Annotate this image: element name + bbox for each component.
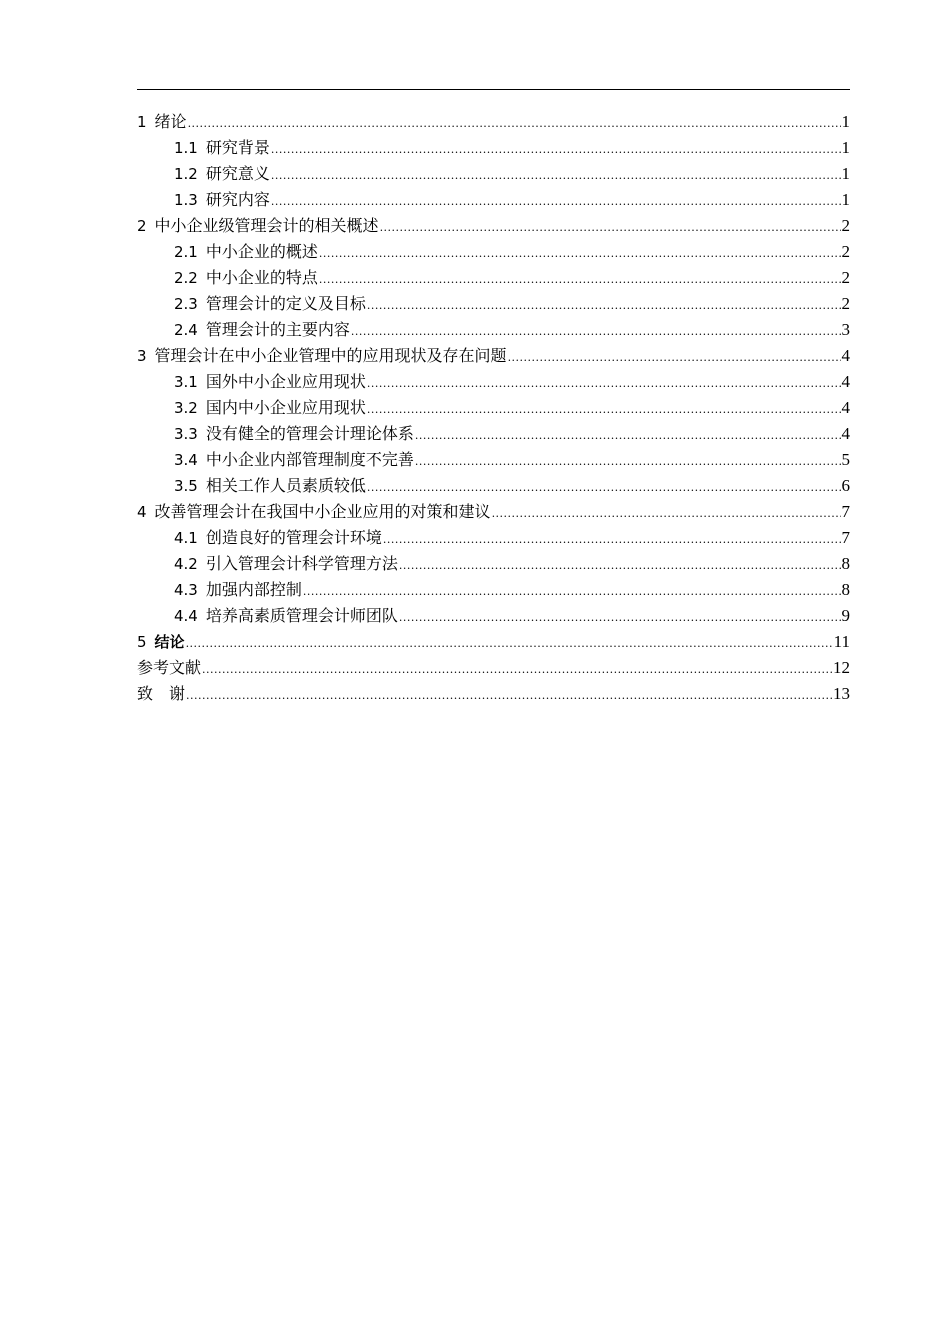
toc-entry-title <box>174 265 318 291</box>
toc-entry-number: 1.1 <box>174 139 198 157</box>
toc-entry-text: 致 谢 <box>137 684 186 703</box>
toc-entry[interactable] <box>137 551 850 577</box>
toc-entry-text: 加强内部控制 <box>205 580 302 599</box>
dot-leader <box>399 605 841 631</box>
dot-leader <box>380 215 841 241</box>
dot-leader <box>202 657 832 683</box>
toc-entry-number: 4.4 <box>174 607 198 625</box>
dot-leader <box>367 397 841 423</box>
dot-leader <box>367 371 841 397</box>
toc-entry-page: 8 <box>841 554 850 573</box>
toc-entry-number: 1.2 <box>174 165 198 183</box>
toc-entry[interactable] <box>137 447 850 473</box>
toc-entry-title <box>174 603 398 629</box>
toc-entry-page: 4 <box>841 424 850 443</box>
toc-entry-title <box>174 135 270 161</box>
toc-entry-text: 研究内容 <box>205 190 270 209</box>
toc-entry-text: 结论 <box>154 633 185 651</box>
toc-entry-text: 创造良好的管理会计环境 <box>205 528 382 547</box>
toc-entry[interactable] <box>137 291 850 317</box>
toc-entry-page: 5 <box>841 450 850 469</box>
toc-entry[interactable] <box>137 109 850 135</box>
toc-entry-title <box>137 109 187 135</box>
toc-entry[interactable] <box>137 239 850 265</box>
toc-entry-page: 1 <box>841 164 850 183</box>
dot-leader <box>415 423 841 449</box>
toc-entry-page: 1 <box>841 190 850 209</box>
toc-entry[interactable] <box>137 343 850 369</box>
toc-entry[interactable] <box>137 499 850 525</box>
toc-entry[interactable] <box>137 161 850 187</box>
toc-entry-title <box>174 577 302 603</box>
toc-entry-title <box>174 525 382 551</box>
toc-entry-title <box>137 655 201 681</box>
toc-entry-number: 3.5 <box>174 477 198 495</box>
toc-entry[interactable] <box>137 603 850 629</box>
toc-entry-text: 研究背景 <box>205 138 270 157</box>
dot-leader <box>351 319 841 345</box>
dot-leader <box>303 579 841 605</box>
toc-entry-page: 7 <box>841 502 850 521</box>
toc-entry-title <box>174 161 270 187</box>
toc-entry-title <box>174 291 366 317</box>
toc-entry-number: 4.1 <box>174 529 198 547</box>
dot-leader <box>508 345 841 371</box>
toc-entry-page: 13 <box>833 684 850 703</box>
dot-leader <box>271 189 841 215</box>
toc-entry-page: 1 <box>841 138 850 157</box>
toc-entry-text: 研究意义 <box>205 164 270 183</box>
toc-entry-text: 相关工作人员素质较低 <box>205 476 366 495</box>
toc-entry-text: 国外中小企业应用现状 <box>205 372 366 391</box>
toc-entry[interactable] <box>137 629 850 655</box>
toc-entry-text: 改善管理会计在我国中小企业应用的对策和建议 <box>154 502 491 521</box>
toc-entry-title <box>137 681 185 707</box>
toc-entry-text: 参考文献 <box>137 658 202 677</box>
toc-entry-number: 3.4 <box>174 451 198 469</box>
toc-entry-page: 4 <box>841 372 850 391</box>
dot-leader <box>319 267 841 293</box>
toc-entry-text: 绪论 <box>154 112 187 131</box>
toc-entry[interactable] <box>137 213 850 239</box>
toc-entry-page: 9 <box>841 606 850 625</box>
toc-entry-number: 3.1 <box>174 373 198 391</box>
toc-entry-text: 中小企业的概述 <box>205 242 318 261</box>
toc-entry-number: 2.2 <box>174 269 198 287</box>
toc-entry-title <box>137 499 491 525</box>
toc-entry-number: 3 <box>137 347 147 365</box>
toc-entry-title <box>137 343 507 369</box>
toc-entry-title <box>174 317 350 343</box>
dot-leader <box>271 163 841 189</box>
dot-leader <box>367 475 841 501</box>
toc-entry-page: 12 <box>833 658 850 677</box>
toc-entry-page: 4 <box>841 346 850 365</box>
dot-leader <box>319 241 841 267</box>
dot-leader <box>399 553 841 579</box>
dot-leader <box>383 527 841 553</box>
toc-entry[interactable] <box>137 265 850 291</box>
toc-entry-page: 2 <box>841 216 850 235</box>
toc-entry[interactable] <box>137 317 850 343</box>
toc-entry-text: 管理会计在中小企业管理中的应用现状及存在问题 <box>154 346 507 365</box>
toc-entry-title <box>137 629 185 655</box>
toc-entry-page: 6 <box>841 476 850 495</box>
toc-entry[interactable] <box>137 187 850 213</box>
toc-entry[interactable] <box>137 395 850 421</box>
toc-entry-number: 2 <box>137 217 147 235</box>
toc-entry-title <box>174 187 270 213</box>
toc-entry-text: 中小企业级管理会计的相关概述 <box>154 216 379 235</box>
toc-entry-page: 1 <box>841 112 850 131</box>
toc-entry-title <box>174 395 366 421</box>
toc-entry-title <box>174 239 318 265</box>
toc-entry[interactable] <box>137 655 850 681</box>
toc-entry-title <box>137 213 379 239</box>
toc-entry-page: 2 <box>841 242 850 261</box>
toc-entry-title <box>174 421 414 447</box>
toc-entry[interactable] <box>137 525 850 551</box>
toc-entry-number: 4.3 <box>174 581 198 599</box>
toc-entry-text: 管理会计的定义及目标 <box>205 294 366 313</box>
toc-entry-title <box>174 551 398 577</box>
toc-entry-page: 2 <box>841 294 850 313</box>
toc-entry-text: 国内中小企业应用现状 <box>205 398 366 417</box>
dot-leader <box>188 111 841 137</box>
toc-entry-page: 2 <box>841 268 850 287</box>
toc-entry[interactable] <box>137 421 850 447</box>
toc-entry-number: 1.3 <box>174 191 198 209</box>
header-rule <box>137 89 850 90</box>
toc-entry[interactable] <box>137 135 850 161</box>
dot-leader <box>271 137 841 163</box>
toc-entry-number: 4.2 <box>174 555 198 573</box>
toc-entry[interactable] <box>137 369 850 395</box>
dot-leader <box>367 293 841 319</box>
toc-entry-title <box>174 473 366 499</box>
dot-leader <box>186 683 832 709</box>
toc-entry-text: 引入管理会计科学管理方法 <box>205 554 398 573</box>
toc-entry-number: 2.3 <box>174 295 198 313</box>
toc-entry-page: 4 <box>841 398 850 417</box>
toc-entry-text: 中小企业内部管理制度不完善 <box>205 450 414 469</box>
toc-entry-number: 3.2 <box>174 399 198 417</box>
toc-entry-title <box>174 369 366 395</box>
toc-entry[interactable] <box>137 681 850 707</box>
toc-entry-page: 11 <box>833 632 850 651</box>
toc-entry-text: 没有健全的管理会计理论体系 <box>205 424 414 443</box>
toc-entry-number: 2.4 <box>174 321 198 339</box>
dot-leader <box>492 501 841 527</box>
toc-entry-page: 8 <box>841 580 850 599</box>
toc-entry-number: 4 <box>137 503 147 521</box>
toc-entry-number: 3.3 <box>174 425 198 443</box>
dot-leader <box>415 449 841 475</box>
toc-entry-text: 管理会计的主要内容 <box>205 320 350 339</box>
toc-entry-text: 培养高素质管理会计师团队 <box>205 606 398 625</box>
dot-leader <box>186 631 833 657</box>
toc-entry-title <box>174 447 414 473</box>
toc-entry-page: 7 <box>841 528 850 547</box>
toc-entry[interactable] <box>137 473 850 499</box>
toc-entry-number: 1 <box>137 113 147 131</box>
toc-entry-page: 3 <box>841 320 850 339</box>
toc-entry-number: 5 <box>137 633 147 651</box>
toc-entry-text: 中小企业的特点 <box>205 268 318 287</box>
toc-entry-number: 2.1 <box>174 243 198 261</box>
toc-entry[interactable] <box>137 577 850 603</box>
table-of-contents <box>137 109 850 707</box>
